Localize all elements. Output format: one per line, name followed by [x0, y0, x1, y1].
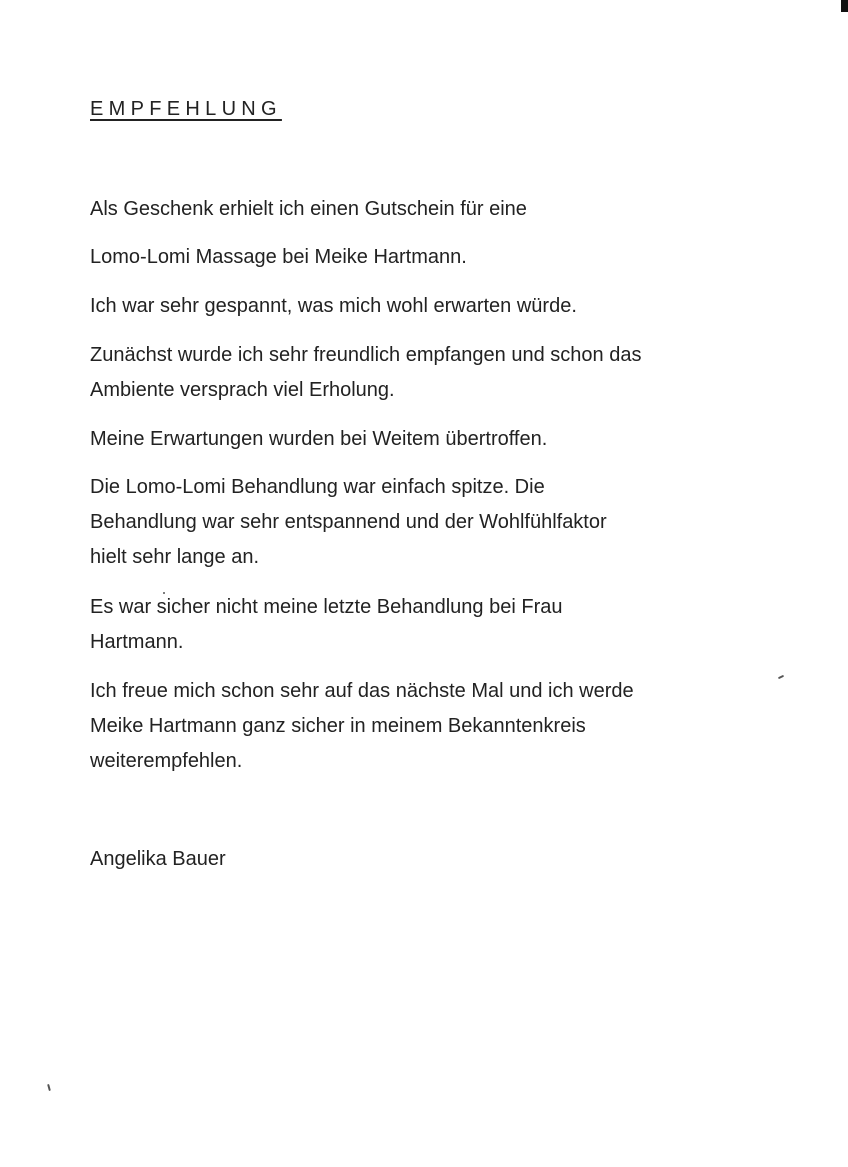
scan-speck [778, 675, 784, 679]
paragraph-line: Ambiente versprach viel Erholung. [90, 379, 395, 401]
paragraph-line: Als Geschenk erhielt ich einen Gutschein für eine [90, 198, 527, 220]
paragraph-line: Die Lomo-Lomi Behandlung war einfach spitze. Die [90, 476, 545, 498]
scan-speck [163, 592, 165, 594]
letter-title: EMPFEHLUNG [90, 98, 282, 120]
signature-name: Angelika Bauer [90, 848, 226, 870]
scan-speck [47, 1084, 51, 1091]
paragraph-4 [90, 338, 750, 408]
paragraph-6 [90, 470, 750, 575]
paragraph-line: Behandlung war sehr entspannend und der Wohlfühlfaktor [90, 511, 607, 533]
paragraph-line: weiterempfehlen. [90, 750, 243, 772]
paragraph-3 [90, 289, 750, 324]
scan-edge-mark [841, 0, 848, 12]
paragraph-line: Zunächst wurde ich sehr freundlich empfangen und schon das [90, 344, 642, 366]
paragraph-line: Es war sicher nicht meine letzte Behandlung bei Frau [90, 596, 563, 618]
paragraph-line: hielt sehr lange an. [90, 546, 260, 568]
paragraph-line: Lomo-Lomi Massage bei Meike Hartmann. [90, 246, 467, 268]
paragraph-8 [90, 674, 750, 779]
paragraph-line: Meine Erwartungen wurden bei Weitem übertroffen. [90, 428, 548, 450]
paragraph-line: Ich war sehr gespannt, was mich wohl erwarten würde. [90, 295, 577, 317]
paragraph-line: Ich freue mich schon sehr auf das nächste Mal und ich werde [90, 680, 634, 702]
paragraph-1 [90, 192, 750, 227]
paragraph-line: Hartmann. [90, 631, 184, 653]
paragraph-line: Meike Hartmann ganz sicher in meinem Bekanntenkreis [90, 715, 586, 737]
paragraph-5 [90, 422, 750, 457]
signature [90, 842, 750, 877]
paragraph-7 [90, 590, 750, 660]
paragraph-2 [90, 240, 750, 275]
